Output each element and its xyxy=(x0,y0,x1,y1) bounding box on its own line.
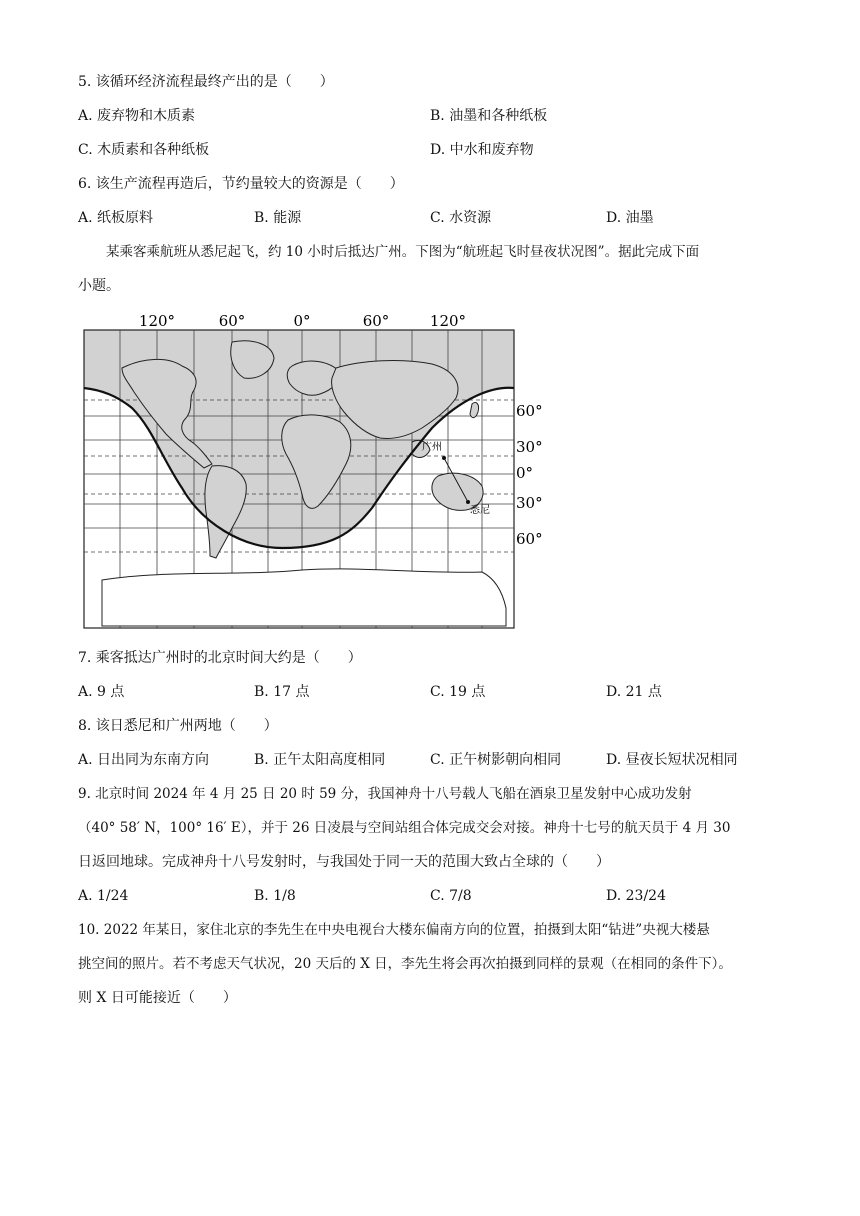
q6-option-b: B. 能源 xyxy=(254,210,302,226)
day-night-map-svg xyxy=(82,308,543,630)
q5-stem: 5. 该循环经济流程最终产出的是（ ） xyxy=(78,74,334,90)
q5-option-c: C. 木质素和各种纸板 xyxy=(78,142,210,158)
q7-option-d: D. 21 点 xyxy=(606,684,662,700)
q7-option-b: B. 17 点 xyxy=(254,684,310,700)
japan xyxy=(470,402,479,417)
intro-line-1: 某乘客乘航班从悉尼起飞，约 10 小时后抵达广州。下图为“航班起飞时昼夜状况图”。据此完成下面 xyxy=(106,244,700,260)
q7-stem: 7. 乘客抵达广州时的北京时间大约是（ ） xyxy=(78,650,362,666)
lat-label-1: 60° xyxy=(516,402,543,420)
lat-label-2: 30° xyxy=(516,438,543,456)
lon-label-1: 120° xyxy=(138,312,176,330)
lon-label-2: 60° xyxy=(218,312,246,330)
q9-line-3: 日返回地球。完成神舟十八号发射时，与我国处于同一天的范围大致占全球的（ ） xyxy=(78,854,610,870)
q7-option-c: C. 19 点 xyxy=(430,684,486,700)
lat-label-3: 0° xyxy=(516,464,534,482)
q9-line-1: 9. 北京时间 2024 年 4 月 25 日 20 时 59 分，我国神舟十八号载人飞船在酒泉卫星发射中心成功发射 xyxy=(78,786,692,802)
intro-line-2: 小题。 xyxy=(78,278,120,294)
q10-line-3: 则 X 日可能接近（ ） xyxy=(78,990,237,1006)
sydney-label: 悉尼 xyxy=(470,505,490,516)
q8-option-d: D. 昼夜长短状况相同 xyxy=(606,752,738,768)
q10-line-2: 挑空间的照片。若不考虑天气状况，20 天后的 X 日，李先生将会再次拍摄到同样的景观（在相同的条件下）。 xyxy=(78,956,732,972)
q6-stem: 6. 该生产流程再造后，节约量较大的资源是（ ） xyxy=(78,176,404,192)
continents xyxy=(102,341,506,626)
lon-label-4: 60° xyxy=(362,312,390,330)
q9-option-c: C. 7/8 xyxy=(430,888,472,904)
q7-option-a: A. 9 点 xyxy=(78,684,125,700)
q8-stem: 8. 该日悉尼和广州两地（ ） xyxy=(78,718,278,734)
lon-label-3: 0° xyxy=(293,312,311,330)
q8-option-c: C. 正午树影朝向相同 xyxy=(430,752,562,768)
q9-option-b: B. 1/8 xyxy=(254,888,296,904)
q5-option-a: A. 废弃物和木质素 xyxy=(78,108,196,124)
day-night-map xyxy=(82,308,543,630)
lat-label-5: 60° xyxy=(516,530,543,548)
lat-label-4: 30° xyxy=(516,494,543,512)
q5-option-b: B. 油墨和各种纸板 xyxy=(430,108,548,124)
lon-label-5: 120° xyxy=(429,312,467,330)
q6-option-a: A. 纸板原料 xyxy=(78,210,154,226)
q9-line-2: （40° 58′ N，100° 16′ E），并于 26 日凌晨与空间站组合体完成交会对接。神舟十七号的航天员于 4 月 30 xyxy=(78,820,731,836)
q6-option-d: D. 油墨 xyxy=(606,210,654,226)
q8-option-b: B. 正午太阳高度相同 xyxy=(254,752,386,768)
q8-option-a: A. 日出同为东南方向 xyxy=(78,752,210,768)
south-america xyxy=(205,466,246,558)
q9-option-d: D. 23/24 xyxy=(606,888,666,904)
q9-option-a: A. 1/24 xyxy=(78,888,129,904)
q6-option-c: C. 水资源 xyxy=(430,210,492,226)
guangzhou-label: 广州 xyxy=(422,442,442,453)
q5-option-d: D. 中水和废弃物 xyxy=(430,142,534,158)
antarctica xyxy=(102,569,506,626)
q10-line-1: 10. 2022 年某日，家住北京的李先生在中央电视台大楼东偏南方向的位置，拍摄到太阳“钻进”央视大楼悬 xyxy=(78,922,710,938)
